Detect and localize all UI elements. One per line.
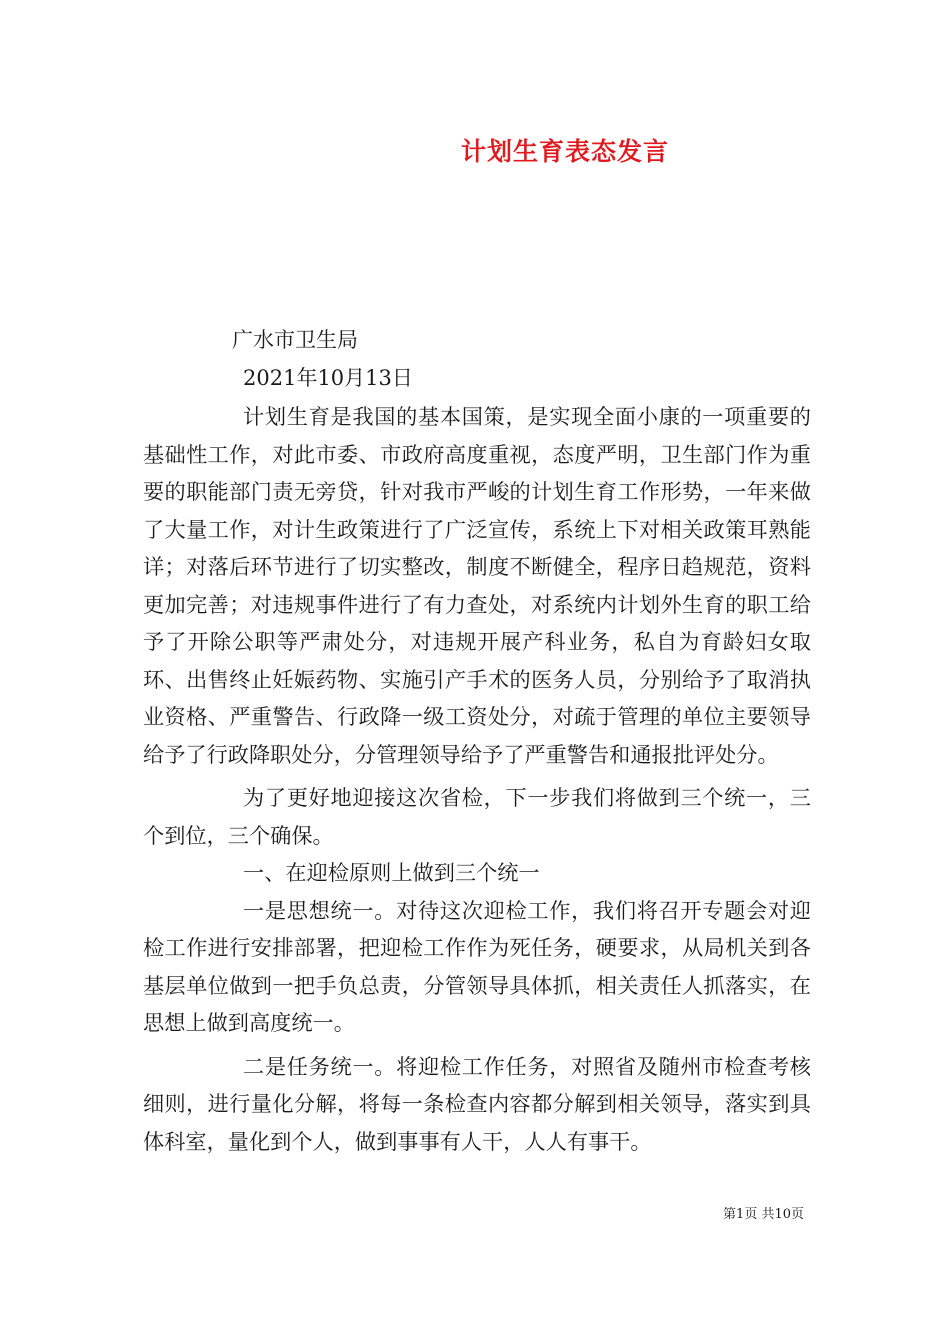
issue-date: 2021年10月13日	[243, 366, 413, 390]
paragraph: 计划生育是我国的基本国策，是实现全面小康的一项重要的基础性工作，对此市委、市政府高度重视，态度严明，卫生部门作为重要的职能部门责无旁贷，针对我市严峻的计划生育工作形势，一年来做了大量工作，对计生政策进行了广泛宣传，系统上下对相关政策耳熟能详；对落后环节进行了切实整改，制度不断健全，程序日趋规范，资料更加完善；对违规事件进行了有力查处，对系统内计划外生育的职工给予了开除公职等严肃处分，对违规开展产科业务，私自为育龄妇女取环、出售终止妊娠药物、实施引产手术的医务人员，分别给予了取消执业资格、严重警告、行政降一级工资处分，对疏于管理的单位主要领导给予了行政降职处分，分管理领导给予了严重警告和通报批评处分。	[143, 404, 811, 767]
document-body	[143, 398, 811, 1160]
document-title: 计划生育表态发言	[460, 137, 669, 166]
page-number: 第1页 共10页	[723, 1207, 804, 1222]
issuing-organization: 广水市卫生局	[232, 328, 358, 352]
paragraph: 为了更好地迎接这次省检，下一步我们将做到三个统一，三个到位，三个确保。	[143, 785, 811, 848]
section-heading: 一、在迎检原则上做到三个统一	[243, 860, 540, 885]
paragraph: 一是思想统一。对待这次迎检工作，我们将召开专题会对迎检工作进行安排部署，把迎检工作作为死任务，硬要求，从局机关到各基层单位做到一把手负总责，分管领导具体抓，相关责任人抓落实，在思想上做到高度统一。	[143, 897, 811, 1035]
paragraph: 二是任务统一。将迎检工作任务，对照省及随州市检查考核细则，进行量化分解，将每一条检查内容都分解到相关领导，落实到具体科室，量化到个人，做到事事有人干，人人有事干。	[143, 1053, 811, 1154]
